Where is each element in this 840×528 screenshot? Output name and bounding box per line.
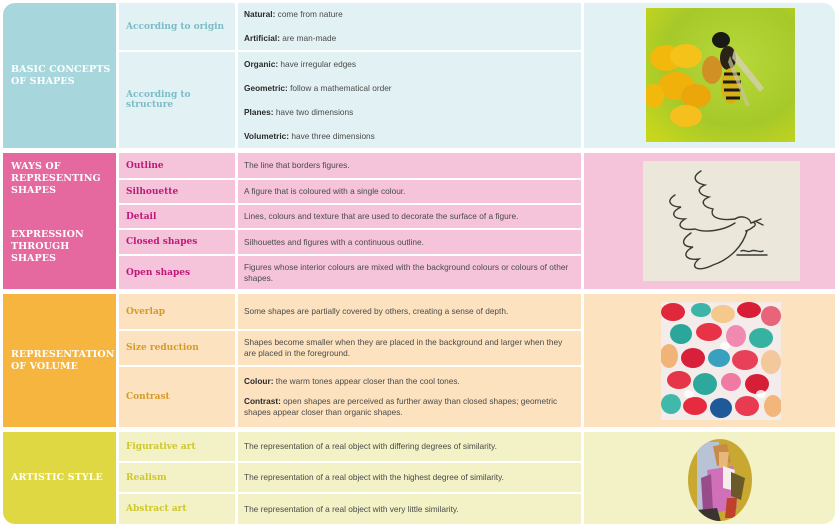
term-text: follow a mathematical order xyxy=(287,82,392,93)
section-representation-of-volume xyxy=(3,294,835,427)
category-label: WAYS OF xyxy=(11,161,61,172)
category-label: OF SHAPES xyxy=(11,75,75,87)
desc-text: The representation of a real object with the highest degree of similarity. xyxy=(244,472,504,482)
row-desc-overlap xyxy=(238,294,581,329)
desc-line xyxy=(244,376,575,387)
term: Contrast: xyxy=(244,396,281,406)
category-label: SHAPES xyxy=(11,185,57,196)
desc-text: Silhouettes and figures with a continuous outline. xyxy=(244,236,424,247)
term: Colour: xyxy=(244,376,274,386)
row-label-contrast: Contrast xyxy=(119,367,235,427)
desc-line xyxy=(244,33,575,44)
row-label-origin: According to origin xyxy=(119,3,235,50)
image-cell xyxy=(584,432,835,524)
category-ways-expression xyxy=(3,153,116,289)
row-label-open-shapes: Open shapes xyxy=(119,256,235,289)
category-label: OF VOLUME xyxy=(11,360,78,372)
row-label-size-reduction: Size reduction xyxy=(119,331,235,365)
term: Planes: xyxy=(244,106,274,117)
term-text: have two dimensions xyxy=(273,106,354,117)
desc-text: Shapes become smaller when they are placed in the background and larger when they are placed in the foreground. xyxy=(244,337,563,358)
term: Artificial: xyxy=(244,33,280,43)
desc-text: The line that borders figures. xyxy=(244,160,350,170)
row-label-realism: Realism xyxy=(119,463,235,492)
category-label: BASIC CONCEPTS xyxy=(11,63,111,75)
term: Volumetric: xyxy=(244,130,290,141)
row-label-closed-shapes: Closed shapes xyxy=(119,230,235,254)
row-label-overlap: Overlap xyxy=(119,294,235,329)
term-text: have three dimensions xyxy=(289,130,375,141)
desc-line xyxy=(244,59,575,70)
row-desc-silhouette xyxy=(238,180,581,203)
category-label: REPRESENTING xyxy=(11,173,101,184)
row-desc-detail xyxy=(238,205,581,228)
wasp-flower-image xyxy=(646,8,795,142)
desc-text: The representation of a real object with very little similarity. xyxy=(244,503,459,514)
section-ways-of-representing xyxy=(3,153,835,289)
row-desc-figurative-art xyxy=(238,432,581,461)
term-text: are man-made xyxy=(279,33,337,43)
row-desc-abstract-art xyxy=(238,494,581,524)
dove-drawing-image xyxy=(643,161,800,281)
term: Geometric: xyxy=(244,82,288,93)
desc-text: The representation of a real object with differing degrees of similarity. xyxy=(244,441,497,451)
term-text: open shapes are perceived as further away than closed shapes; geometric shapes appear closer than organic shapes. xyxy=(244,396,558,417)
image-cell xyxy=(584,153,835,289)
desc-line xyxy=(244,9,575,20)
term-text: come from nature xyxy=(275,9,343,19)
term-text: have irregular edges xyxy=(278,58,357,69)
desc-line xyxy=(244,83,575,94)
row-label-detail: Detail xyxy=(119,205,235,228)
row-desc-size-reduction xyxy=(238,331,581,365)
category-basic-concepts xyxy=(3,3,116,148)
category-representation-of-volume xyxy=(3,294,116,427)
desc-text: Some shapes are partially covered by others, creating a sense of depth. xyxy=(244,306,509,316)
desc-text: A figure that is coloured with a single colour. xyxy=(244,186,406,196)
row-desc-outline xyxy=(238,153,581,178)
section-artistic-style xyxy=(3,432,835,524)
row-label-outline: Outline xyxy=(119,153,235,178)
desc-line xyxy=(244,131,575,142)
category-label: EXPRESSION xyxy=(11,229,84,240)
row-desc-open-shapes xyxy=(238,256,581,289)
term: Organic: xyxy=(244,58,279,69)
row-desc-contrast xyxy=(238,367,581,427)
term: Natural: xyxy=(244,9,276,19)
row-desc-origin xyxy=(238,3,581,50)
flowers-painting-image xyxy=(661,302,781,420)
category-label: THROUGH SHAPES xyxy=(11,241,70,264)
row-desc-realism xyxy=(238,463,581,492)
row-desc-structure xyxy=(238,52,581,148)
image-cell xyxy=(584,294,835,427)
section-basic-concepts xyxy=(3,3,835,148)
cubist-portrait-image xyxy=(687,438,753,522)
desc-line xyxy=(244,396,575,418)
row-label-structure: According to structure xyxy=(119,52,235,148)
row-label-figurative-art: Figurative art xyxy=(119,432,235,461)
desc-text: Lines, colours and texture that are used to decorate the surface of a figure. xyxy=(244,211,519,221)
row-label-abstract-art: Abstract art xyxy=(119,494,235,524)
row-desc-closed-shapes xyxy=(238,230,581,254)
image-cell xyxy=(584,3,835,148)
row-label-silhouette: Silhouette xyxy=(119,180,235,203)
category-label: REPRESENTATION xyxy=(11,348,115,360)
term-text: the warm tones appear closer than the cool tones. xyxy=(273,376,460,386)
category-label: ARTISTIC STYLE xyxy=(11,472,103,483)
desc-text: Figures whose interior colours are mixed with the background colours or colours of other shapes. xyxy=(244,261,569,283)
category-artistic-style xyxy=(3,432,116,524)
desc-line xyxy=(244,107,575,118)
